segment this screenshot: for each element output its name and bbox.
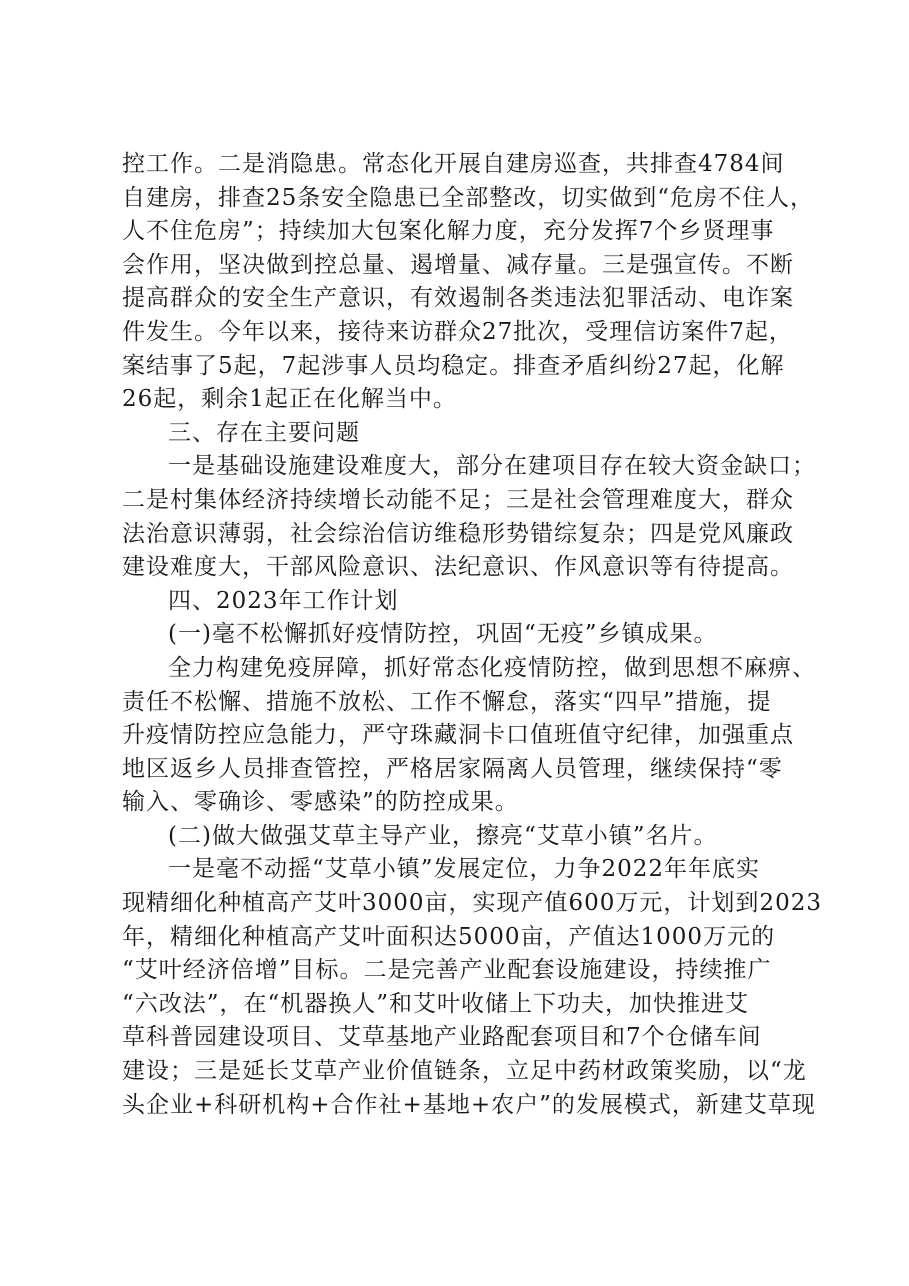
text-line: “六改法”，在“机器换人”和艾叶收储上下功夫，加快推进艾 bbox=[122, 990, 750, 1017]
text-line: 全力构建免疫屏障，抓好常态化疫情防控，做到思想不麻痹、 bbox=[168, 654, 816, 681]
text-line: 责任不松懈、措施不放松、工作不懈怠，落实“四早”措施，提 bbox=[122, 688, 772, 715]
text-line: 输入、零确诊、零感染”的防控成果。 bbox=[122, 789, 519, 816]
document-page bbox=[122, 148, 822, 1122]
text-line: 草科普园建设项目、艾草基地产业路配套项目和7个仓储车间 bbox=[122, 1024, 762, 1051]
text-line: 年，精细化种植高产艾叶面积达5000亩，产值达1000万元的 bbox=[122, 923, 776, 950]
text-line: “艾叶经济倍增”目标。二是完善产业配套设施建设，持续推广 bbox=[122, 957, 772, 984]
text-line: 提高群众的安全生产意识，有效遏制各类违法犯罪活动、电诈案 bbox=[122, 285, 794, 312]
text-line: 建设；三是延长艾草产业价值链条，立足中药材政策奖励，以“龙 bbox=[122, 1058, 807, 1085]
text-line: 法治意识薄弱，社会综治信访维稳形势错综复杂；四是党风廉政 bbox=[122, 520, 794, 547]
text-line: 案结事了5起，7起涉事人员均稳定。排查矛盾纠纷27起，化解 bbox=[122, 352, 785, 379]
text-line: 一是基础设施建设难度大，部分在建项目存在较大资金缺口； bbox=[168, 453, 816, 480]
text-line: 现精细化种植高产艾叶3000亩，实现产值600万元，计划到2023 bbox=[122, 890, 822, 917]
text-line: 二是村集体经济持续增长动能不足；三是社会管理难度大，群众 bbox=[122, 486, 794, 513]
section-heading: 四、2023年工作计划 bbox=[168, 587, 399, 614]
text-line: 人不住危房”；持续加大包案化解力度，充分发挥7个乡贤理事 bbox=[122, 218, 775, 245]
text-line: 建设难度大，干部风险意识、法纪意识、作风意识等有待提高。 bbox=[122, 554, 794, 581]
text-line: 会作用，坚决做到控总量、遏增量、减存量。三是强宣传。不断 bbox=[122, 251, 794, 278]
text-line: 26起，剩余1起正在化解当中。 bbox=[122, 386, 457, 413]
text-line: 控工作。二是消隐患。常态化开展自建房巡查，共排查4784间 bbox=[122, 151, 785, 177]
text-line: 一是毫不动摇“艾草小镇”发展定位，力争2022年年底实 bbox=[168, 856, 761, 883]
text-line: 件发生。今年以来，接待来访群众27批次，受理信访案件7起， bbox=[122, 318, 793, 345]
subsection-heading: (一)毫不松懈抓好疫情防控，巩固“无疫”乡镇成果。 bbox=[168, 621, 718, 648]
section-heading: 三、存在主要问题 bbox=[168, 419, 360, 446]
text-line: 升疫情防控应急能力，严守珠藏洞卡口值班值守纪律，加强重点 bbox=[122, 722, 794, 749]
text-line: 头企业+科研机构+合作社+基地+农户”的发展模式，新建艾草现 bbox=[122, 1091, 816, 1118]
text-line: 地区返乡人员排查管控，严格居家隔离人员管理，继续保持“零 bbox=[122, 755, 783, 782]
subsection-heading: (二)做大做强艾草主导产业，擦亮“艾草小镇”名片。 bbox=[168, 822, 718, 849]
text-line: 自建房，排查25条安全隐患已全部整改，切实做到“危房不住人， bbox=[122, 184, 815, 211]
